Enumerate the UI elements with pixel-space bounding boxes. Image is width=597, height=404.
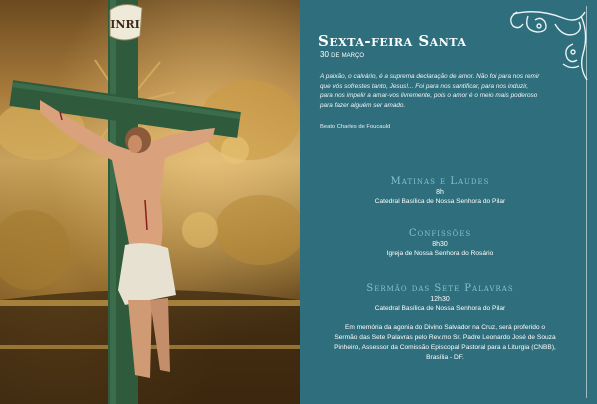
event-sermao: [300, 283, 580, 312]
event-title: Confissões: [408, 228, 472, 239]
event-place: Catedral Basílica de Nossa Senhora do Pilar: [374, 305, 506, 312]
event-title: Matinas e Laudes: [390, 176, 490, 187]
quote-author: Beato Charles de Foucauld: [320, 124, 391, 130]
event-title: Sermão das Sete Palavras: [366, 283, 514, 294]
event-matinas: [300, 176, 580, 205]
info-panel: [300, 0, 597, 404]
inri-inscription: INRI: [110, 18, 140, 31]
event-place: Catedral Basílica de Nossa Senhora do Pilar: [374, 198, 506, 205]
event-date: 30 de março: [320, 50, 365, 59]
event-time: 8h: [436, 189, 444, 196]
event-time: 12h30: [430, 296, 450, 303]
event-time: 8h30: [432, 241, 448, 248]
sermon-description: Em memória da agonia do Divino Salvador na Cruz, será proferido o Sermão das Sete Palavras pelo Rev.mo Sr. Padre Leonardo José de Souza Pinheiro, Assessor da Comissão Episcopal Pastoral para a Liturgia (CNBB), Brasília - DF.: [334, 324, 556, 361]
event-confissoes: [300, 228, 580, 257]
page-title: Sexta-feira Santa: [318, 32, 467, 50]
quote-text: A paixão, o calvário, é a suprema declaração de amor. Não foi para nos remir que vós sofrestes tanto, Jesus!... Foi para nos santificar, para nos induzir, para nos impelir a amar-vos livremente, pois o amor é o meio mais poderoso para fazer alguém ser amado.: [320, 73, 540, 109]
event-place: Igreja de Nossa Senhora do Rosário: [386, 250, 494, 257]
